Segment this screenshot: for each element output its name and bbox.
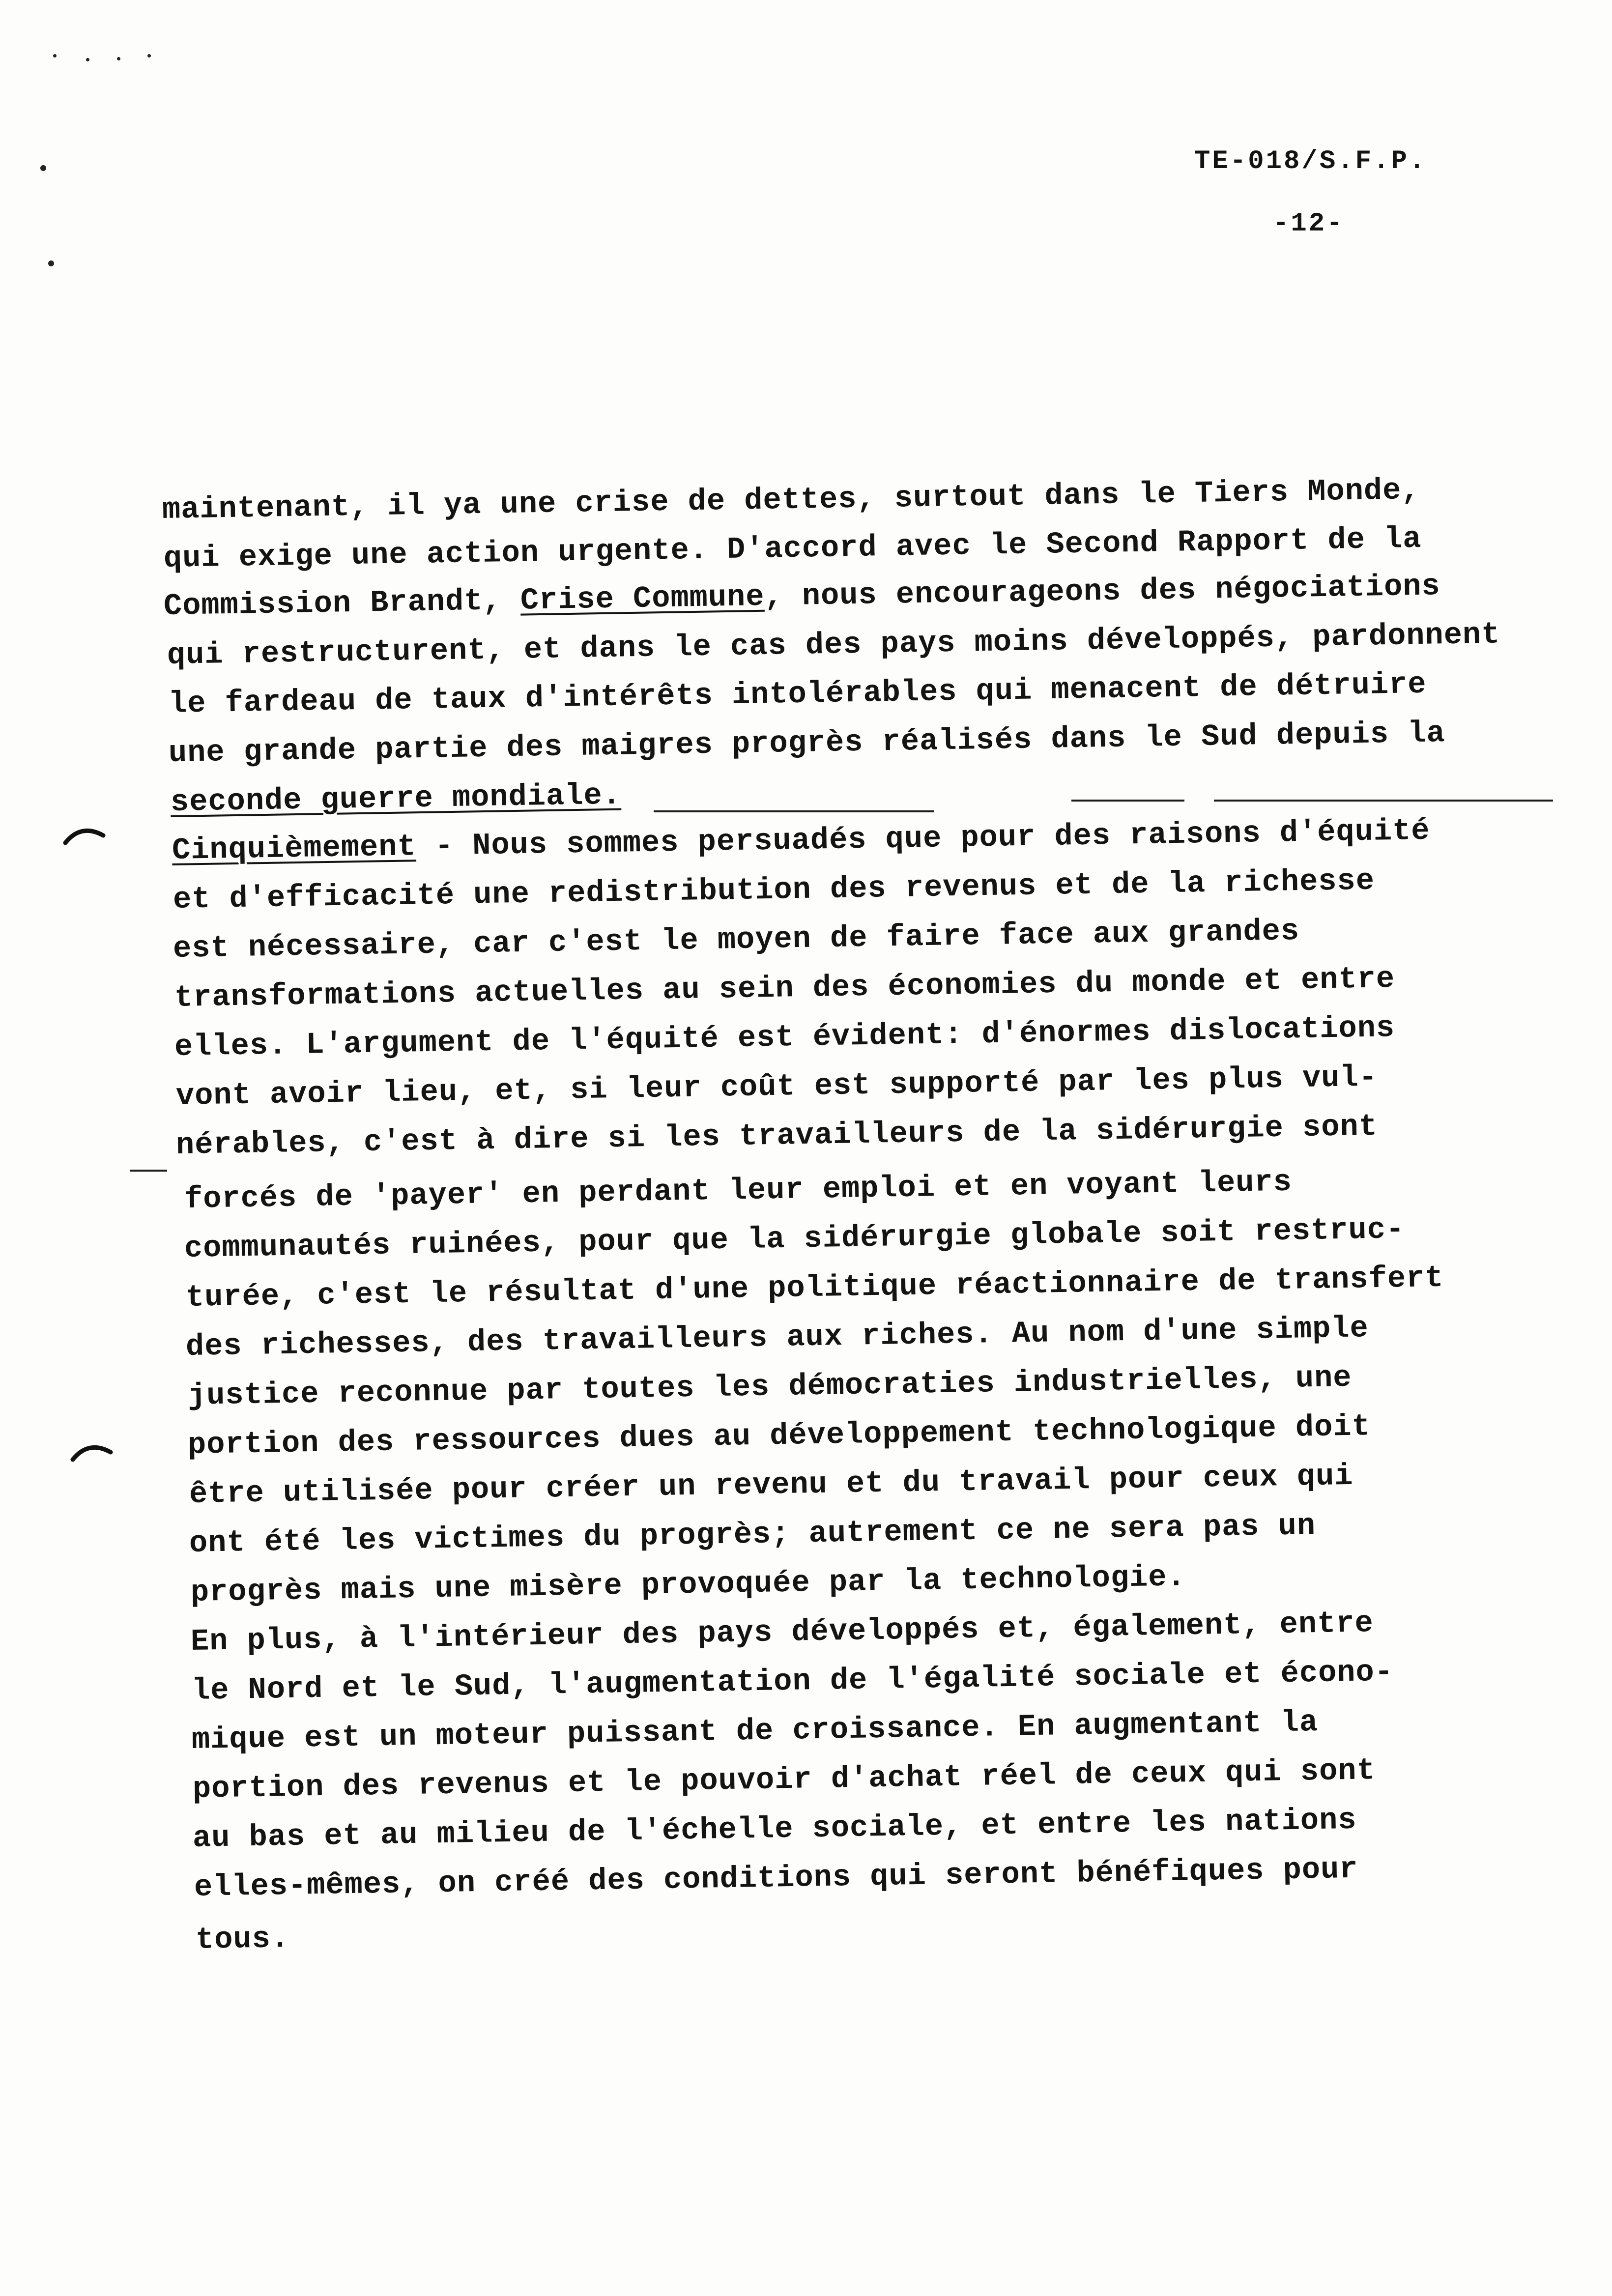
scan-speck xyxy=(48,260,54,266)
separator-rule xyxy=(130,1170,167,1172)
text-line-content: une grande partie des maigres progrès réalisés dans le Sud depuis la xyxy=(168,716,1446,771)
text-line-content: portion des ressources dues au développement technologique doit xyxy=(187,1409,1371,1463)
text-line-content: progrès mais une misère provoquée par la technologie. xyxy=(190,1559,1186,1610)
text-line xyxy=(175,1109,1378,1163)
text-line xyxy=(194,1852,1358,1905)
text-line-content: - Nous sommes persuadés que pour des raisons d'équité xyxy=(416,813,1431,864)
text-line xyxy=(170,778,621,820)
text-line xyxy=(190,1559,1186,1610)
text-line-content: portion des revenus et le pouvoir d'achat réel de ceux qui sont xyxy=(192,1753,1376,1807)
scan-speck xyxy=(117,57,120,60)
scan-speck xyxy=(53,54,57,57)
text-line-content: elles-mêmes, on créé des conditions qui seront bénéfiques pour xyxy=(194,1851,1359,1905)
text-line xyxy=(192,1803,1357,1856)
text-line-content: le Nord et le Sud, l'augmentation de l'égalité sociale et écono- xyxy=(191,1654,1394,1708)
text-line xyxy=(163,569,1440,624)
text-line-content: communautés ruinées, pour que la sidérurgie globale soit restruc- xyxy=(184,1211,1405,1266)
text-line-content: Commission Brandt, xyxy=(163,583,521,624)
text-line xyxy=(189,1508,1316,1561)
text-line-content: et d'efficacité une redistribution des revenus et de la richesse xyxy=(173,863,1375,917)
text-line xyxy=(187,1409,1371,1463)
text-line-content: En plus, à l'intérieur des pays développés et, également, entre xyxy=(190,1606,1374,1659)
text-line xyxy=(163,521,1422,576)
document-reference: TE-018/S.F.P. xyxy=(1194,146,1427,176)
text-line xyxy=(184,1212,1405,1266)
text-line xyxy=(162,473,1420,527)
text-line-content: mique est un moteur puissant de croissance. En augmentant la xyxy=(191,1704,1319,1757)
report-title: Crise Commune xyxy=(520,579,765,618)
text-line xyxy=(187,1360,1352,1413)
text-line xyxy=(174,1010,1395,1064)
text-line-content: qui restructurent, et dans le cas des pays moins développés, pardonnent xyxy=(167,617,1500,673)
text-line-content: être utilisée pour créer un revenu et du travail pour ceux qui xyxy=(189,1458,1354,1512)
text-line-content: nérables, c'est à dire si les travailleurs de la sidérurgie sont xyxy=(175,1109,1378,1163)
separator-rule xyxy=(1071,800,1184,802)
separator-rule xyxy=(654,810,934,812)
text-line xyxy=(168,716,1445,771)
text-line xyxy=(184,1165,1292,1217)
text-line xyxy=(168,667,1427,721)
text-line-content: , nous encourageons des négociations xyxy=(764,569,1441,614)
page-number: -12- xyxy=(1273,209,1345,239)
text-line xyxy=(191,1655,1393,1708)
text-line-content: ont été les victimes du progrès; autrement ce ne sera pas un xyxy=(189,1508,1316,1561)
text-line-content: des richesses, des travailleurs aux riches. Au nom d'une simple xyxy=(185,1311,1369,1364)
text-line-content: forcés de 'payer' en perdant leur emploi et en voyant leurs xyxy=(184,1164,1293,1217)
binder-mark-icon xyxy=(61,821,106,865)
text-line xyxy=(191,1705,1318,1757)
text-line-content: est nécessaire, car c'est le moyen de faire face aux grandes xyxy=(173,913,1300,966)
scan-speck xyxy=(86,58,89,61)
section-heading: Cinquièmement xyxy=(172,829,417,868)
text-line xyxy=(185,1311,1369,1364)
text-line-content: tous. xyxy=(195,1921,290,1957)
scan-speck xyxy=(40,165,46,171)
scan-speck xyxy=(147,54,151,57)
text-line xyxy=(185,1261,1444,1315)
separator-rule xyxy=(1214,800,1553,802)
text-line xyxy=(195,1921,289,1957)
text-line xyxy=(174,961,1395,1015)
text-line-content: transformations actuelles au sein des économies du monde et entre xyxy=(174,961,1395,1015)
text-line-content: elles. L'argument de l'équité est évident: d'énormes dislocations xyxy=(174,1010,1395,1064)
text-line xyxy=(167,617,1500,673)
text-line-content: le fardeau de taux d'intérêts intolérables qui menacent de détruire xyxy=(168,666,1427,721)
text-line xyxy=(189,1459,1353,1512)
text-line-content: vont avoir lieu, et, si leur coût est supporté par les plus vul- xyxy=(175,1060,1378,1114)
text-line xyxy=(190,1606,1374,1659)
text-line xyxy=(173,863,1375,917)
text-line xyxy=(175,1060,1378,1114)
text-line-content: turée, c'est le résultat d'une politique réactionnaire de transfert xyxy=(185,1260,1444,1315)
text-line-content: maintenant, il ya une crise de dettes, surtout dans le Tiers Monde, xyxy=(162,472,1421,527)
text-line-content: qui exige une action urgente. D'accord avec le Second Rapport de la xyxy=(163,521,1422,576)
text-line-content: au bas et au milieu de l'échelle sociale, et entre les nations xyxy=(192,1802,1357,1856)
binder-mark-icon xyxy=(69,1437,113,1482)
text-line xyxy=(192,1753,1376,1807)
text-line xyxy=(172,813,1430,868)
text-line-content: justice reconnue par toutes les démocraties industrielles, une xyxy=(187,1360,1353,1413)
text-line xyxy=(173,914,1299,966)
text-line-content: seconde guerre mondiale. xyxy=(170,777,622,820)
